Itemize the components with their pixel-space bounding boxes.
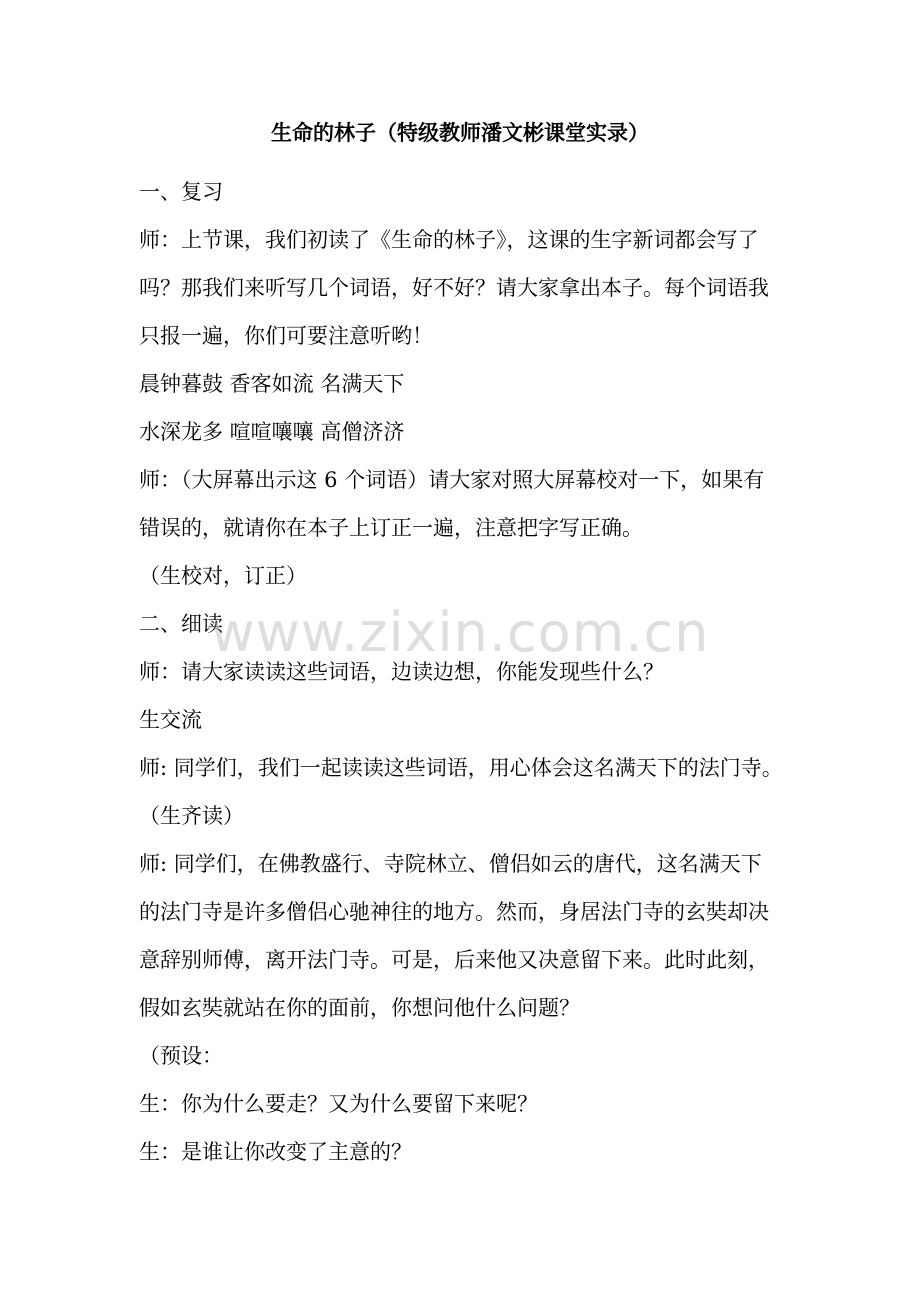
paragraph-line: 师：上节课，我们初读了《生命的林子》，这课的生字新词都会写了 — [139, 228, 759, 252]
paragraph-line: 吗？那我们来听写几个词语，好不好？请大家拿出本子。每个词语我 — [139, 276, 769, 300]
paragraph-line: 生交流 — [139, 708, 202, 732]
watermark: www.zixin.com.cn — [210, 601, 710, 664]
document-body — [139, 168, 789, 1176]
paragraph-line: 生：你为什么要走？又为什么要留下来呢？ — [139, 1092, 538, 1116]
stage-direction-line: （生校对，订正） — [139, 564, 307, 588]
paragraph-line: 师: 同学们，在佛教盛行、寺院林立、僧侣如云的唐代，这名满天下 — [139, 852, 762, 876]
paragraph-line: 生：是谁让你改变了主意的？ — [139, 1140, 412, 1164]
stage-direction-line: （生齐读） — [139, 804, 244, 828]
section-heading-close-reading: 二、细读 — [139, 612, 223, 636]
paragraph-line: （预设： — [139, 1044, 223, 1068]
paragraph-line: 假如玄奘就站在你的面前，你想问他什么问题？ — [139, 996, 580, 1020]
paragraph-line: 错误的，就请你在本子上订正一遍，注意把字写正确。 — [139, 516, 643, 540]
paragraph-line: 师: 同学们，我们一起读读这些词语，用心体会这名满天下的法门寺。 — [139, 756, 783, 780]
document-title: 生命的林子（特级教师潘文彬课堂实录） — [271, 120, 649, 145]
paragraph-line: 意辞别师傅，离开法门寺。可是，后来他又决意留下来。此时此刻， — [139, 948, 769, 972]
paragraph-line: 师：（大屏幕出示这 6 个词语）请大家对照大屏幕校对一下，如果有 — [139, 468, 765, 492]
paragraph-line: 的法门寺是许多僧侣心驰神往的地方。然而，身居法门寺的玄奘却决 — [139, 900, 769, 924]
vocabulary-line: 晨钟暮鼓 香客如流 名满天下 — [139, 372, 405, 396]
paragraph-line: 只报一遍，你们可要注意听哟！ — [139, 324, 433, 348]
section-heading-review: 一、复习 — [139, 180, 223, 204]
paragraph-line: 师：请大家读读这些词语，边读边想，你能发现些什么？ — [139, 660, 664, 684]
vocabulary-line: 水深龙多 喧喧嚷嚷 高僧济济 — [139, 420, 405, 444]
